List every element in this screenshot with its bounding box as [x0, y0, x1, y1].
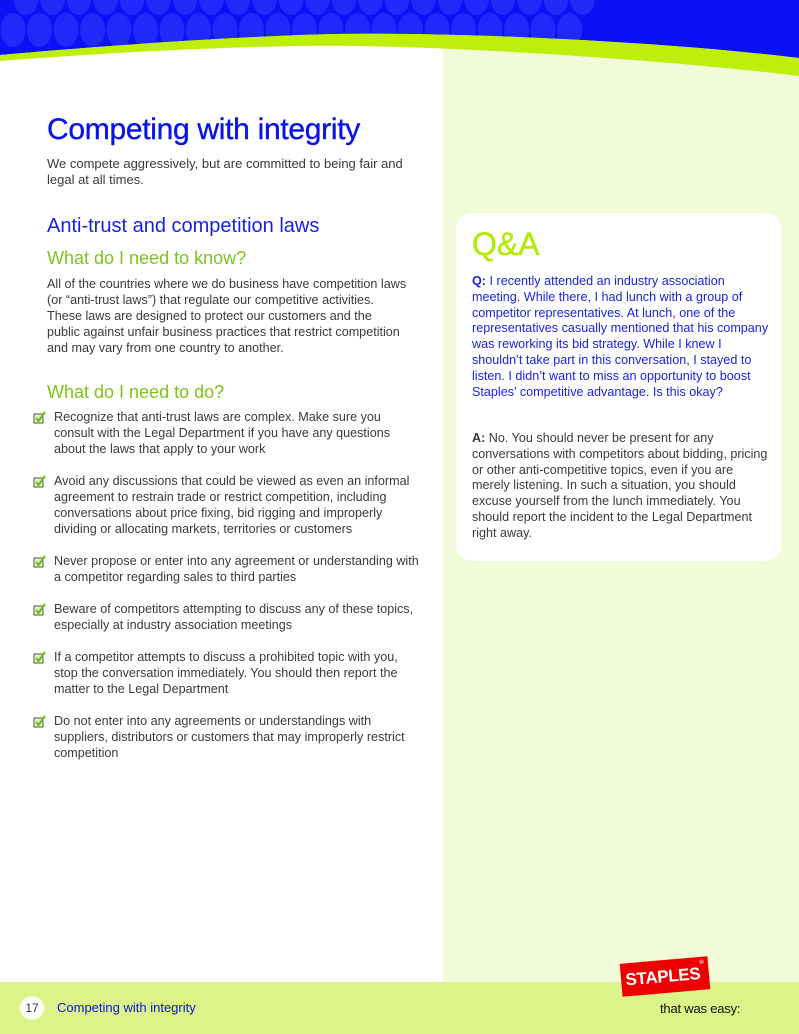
checkbox-checked-icon: [33, 603, 46, 616]
todo-text: Beware of competitors attempting to discuss any of these topics, especially at industry association meetings: [54, 602, 414, 632]
tagline: that was easy:: [660, 1001, 741, 1016]
todo-list: [33, 409, 423, 777]
answer-label: A:: [472, 431, 486, 445]
todo-text: Recognize that anti-trust laws are complex. Make sure you consult with the Legal Department if you have any questions about the laws that apply to your work: [54, 410, 391, 456]
page-title: Competing with integrity: [47, 113, 360, 146]
qa-question: [472, 274, 772, 400]
answer-text: No. You should never be present for any conversations with competitors about bidding, pricing or other anti-competitive topics, even if you are merely listening. In such a situation, you should excuse yourself from the lunch immediately. You should report the incident to the Legal Department right away.: [472, 431, 768, 540]
registered-mark: ®: [699, 959, 704, 966]
todo-item: [33, 473, 423, 537]
checkbox-checked-icon: [33, 475, 46, 488]
checkbox-checked-icon: [33, 715, 46, 728]
header-dot: [133, 13, 158, 47]
header-dot: [1, 13, 26, 47]
todo-text: Avoid any discussions that could be viewed as even an informal agreement to restrain trade or restrict competition, including conversations about price fixing, bid rigging and improperly dividing or allocating markets, territories or customers: [54, 474, 410, 536]
checkbox-checked-icon: [33, 555, 46, 568]
footer-section-title: Competing with integrity: [57, 1000, 196, 1015]
todo-item: [33, 649, 423, 697]
todo-item: [33, 713, 423, 761]
todo-text: Never propose or enter into any agreement or understanding with a competitor regarding sales to third parties: [54, 554, 419, 584]
todo-heading: What do I need to do?: [47, 382, 225, 402]
checkbox-checked-icon: [33, 411, 46, 424]
page-intro: We compete aggressively, but are committed to being fair and legal at all times.: [47, 156, 403, 187]
qa-answer: [472, 431, 772, 542]
todo-item: [33, 601, 423, 633]
todo-text: Do not enter into any agreements or understandings with suppliers, distributors or customers that may improperly restrict competition: [54, 714, 405, 760]
header-dot: [80, 13, 105, 47]
know-body: All of the countries where we do business have competition laws (or “anti-trust laws”) that regulate our competitive activities. These laws are designed to protect our customers and the public against unfair business practices that restrict competition and may vary from one country to another.: [47, 277, 407, 355]
logo-text: STAPLES: [624, 963, 702, 990]
header-dot: [27, 13, 52, 47]
question-text: I recently attended an industry association meeting. While there, I had lunch with a group of competitor representatives. At lunch, one of the representatives casually mentioned that his company was reworking its bid strategy. While I knew I shouldn’t take part in this conversation, I stayed to listen. I didn’t want to miss an opportunity to boost Staples’ competitive advantage. Is this okay?: [472, 274, 769, 399]
header-dot: [54, 13, 79, 47]
header-wave-graphic: [0, 0, 799, 80]
todo-item: [33, 553, 423, 585]
qa-title: Q&A: [472, 226, 540, 262]
know-heading: What do I need to know?: [47, 248, 247, 268]
header-banner: [0, 0, 799, 80]
header-dot: [107, 13, 132, 47]
section-title: Anti-trust and competition laws: [47, 215, 320, 237]
page-number: 17: [20, 996, 44, 1020]
todo-text: If a competitor attempts to discuss a prohibited topic with you, stop the conversation immediately. You should then report the matter to the Legal Department: [54, 650, 398, 696]
todo-item: [33, 409, 423, 457]
question-label: Q:: [472, 274, 486, 288]
checkbox-checked-icon: [33, 651, 46, 664]
